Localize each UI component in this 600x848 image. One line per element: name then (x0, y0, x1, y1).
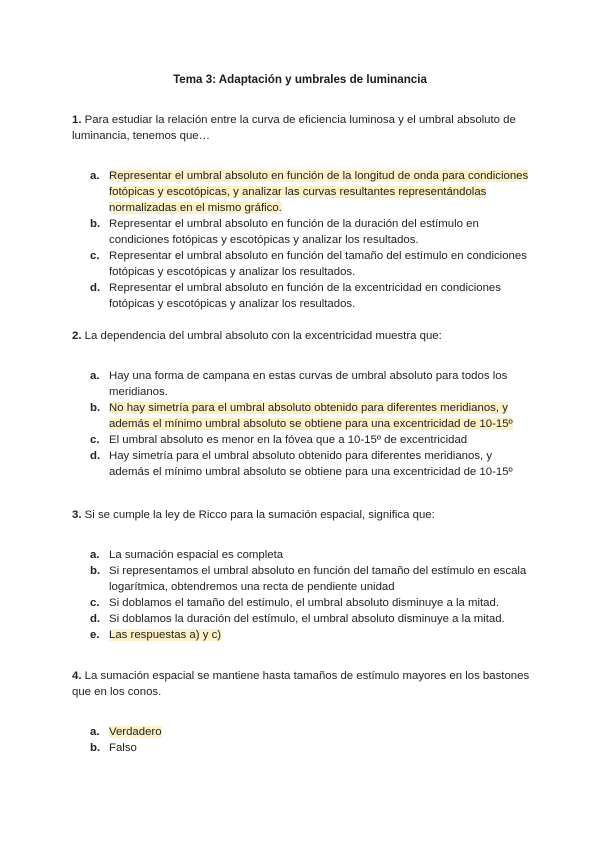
question-number: 3. (72, 509, 82, 521)
option-b (72, 563, 532, 595)
option-b (72, 740, 532, 756)
option-c (72, 432, 532, 448)
option-c (72, 248, 532, 280)
option-a (72, 547, 532, 563)
option-text-highlighted: No hay simetría para el umbral absoluto obtenido para diferentes meridianos, y además el mínimo umbral absoluto se obtiene para una excentricidad de 10-15º (109, 402, 513, 430)
option-d (72, 611, 532, 627)
question-3 (72, 507, 532, 643)
option-letter: d. (90, 282, 101, 294)
option-letter: b. (90, 218, 101, 230)
option-letter: c. (90, 434, 100, 446)
question-4-text (72, 668, 532, 700)
option-text-highlighted: Representar el umbral absoluto en función de la longitud de onda para condiciones fotópicas y escotópicas, y analizar las curvas resultantes representándolas normalizadas en el mismo gráfico. (109, 170, 529, 214)
answer-options (72, 168, 532, 312)
option-letter: a. (90, 370, 100, 382)
option-a (72, 724, 532, 740)
answer-options (72, 368, 532, 480)
question-4 (72, 668, 532, 756)
option-letter: a. (90, 170, 100, 182)
option-a (72, 168, 532, 216)
option-text: Si doblamos el tamaño del estímulo, el umbral absoluto disminuye a la mitad. (109, 597, 500, 609)
page-title (0, 72, 600, 88)
question-stem: Si se cumple la ley de Ricco para la sumación espacial, significa que: (84, 509, 435, 521)
option-letter: c. (90, 250, 100, 262)
option-a (72, 368, 532, 400)
option-letter: a. (90, 549, 100, 561)
question-1-text (72, 112, 532, 144)
option-text: Representar el umbral absoluto en función del tamaño del estímulo en condiciones fotópicas y escotópicas y analizar los resultados. (109, 250, 527, 278)
question-3-text (72, 507, 532, 523)
question-stem: La sumación espacial se mantiene hasta tamaños de estímulo mayores en los bastones que en los conos. (72, 670, 530, 698)
option-letter: e. (90, 629, 100, 641)
option-letter: d. (90, 613, 101, 625)
question-1 (72, 112, 532, 312)
answer-options (72, 724, 532, 756)
option-b (72, 400, 532, 432)
question-number: 2. (72, 330, 82, 342)
option-b (72, 216, 532, 248)
option-letter: d. (90, 450, 101, 462)
option-text: Representar el umbral absoluto en función de la excentricidad en condiciones fotópicas y escotópicas y analizar los resultados. (109, 282, 501, 310)
option-text-highlighted: Verdadero (109, 726, 162, 738)
question-number: 1. (72, 114, 82, 126)
option-text: La sumación espacial es completa (109, 549, 284, 561)
option-letter: a. (90, 726, 100, 738)
option-c (72, 595, 532, 611)
option-d (72, 280, 532, 312)
option-letter: c. (90, 597, 100, 609)
option-letter: b. (90, 742, 101, 754)
question-2 (72, 328, 532, 480)
option-d (72, 448, 532, 480)
option-text: Hay simetría para el umbral absoluto obtenido para diferentes meridianos, y además el mínimo umbral absoluto se obtiene para una excentricidad de 10-15º (109, 450, 513, 478)
option-text: Representar el umbral absoluto en función de la duración del estímulo en condiciones fotópicas y escotópicas y analizar los resultados. (109, 218, 479, 246)
answer-options (72, 547, 532, 643)
option-e (72, 627, 532, 643)
option-text: Si representamos el umbral absoluto en función del tamaño del estímulo en escala logarítmica, obtendremos una recta de pendiente unidad (109, 565, 527, 593)
option-letter: b. (90, 402, 101, 414)
option-text-highlighted: Las respuestas a) y c) (109, 629, 222, 641)
question-stem: La dependencia del umbral absoluto con la excentricidad muestra que: (84, 330, 442, 342)
page-title-text: Tema 3: Adaptación y umbrales de luminancia (173, 73, 427, 86)
question-number: 4. (72, 670, 82, 682)
option-text: El umbral absoluto es menor en la fóvea que a 10-15º de excentricidad (109, 434, 468, 446)
option-text: Si doblamos la duración del estímulo, el umbral absoluto disminuye a la mitad. (109, 613, 505, 625)
question-2-text (72, 328, 532, 344)
option-letter: b. (90, 565, 101, 577)
option-text: Hay una forma de campana en estas curvas de umbral absoluto para todos los meridianos. (109, 370, 508, 398)
option-text: Falso (109, 742, 137, 754)
question-stem: Para estudiar la relación entre la curva de eficiencia luminosa y el umbral absoluto de luminancia, tenemos que… (72, 114, 516, 142)
